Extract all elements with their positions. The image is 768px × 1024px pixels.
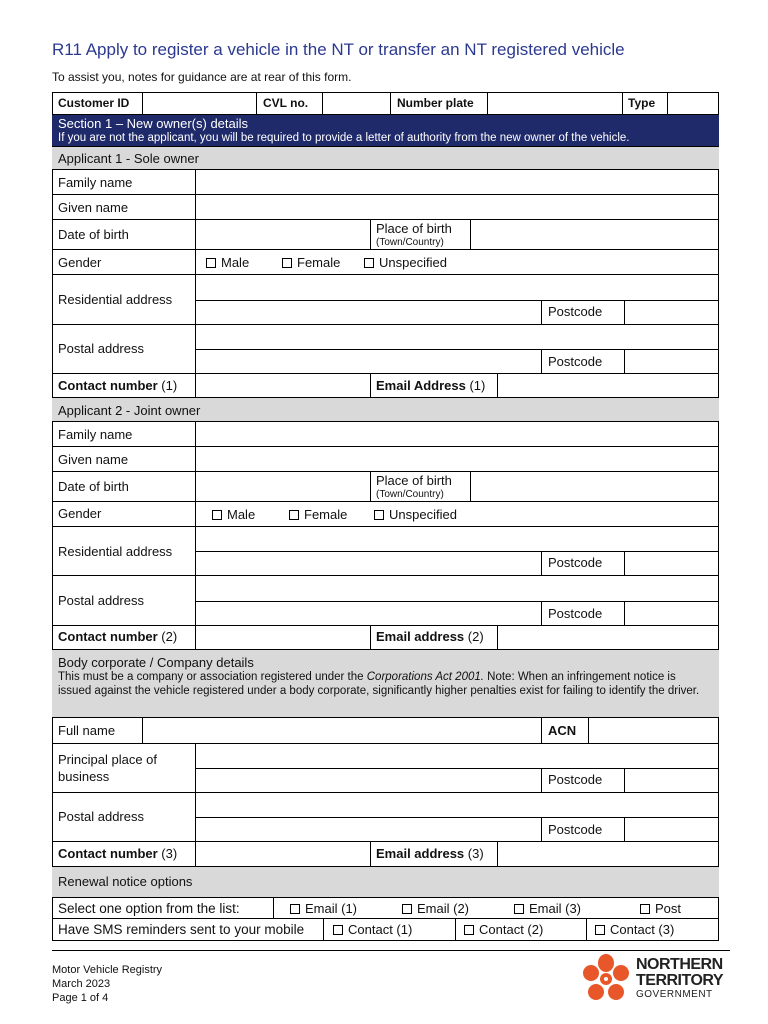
sms-contact1-checkbox[interactable]: Contact (1) (333, 922, 412, 937)
postcode-label: Postcode (548, 772, 603, 787)
top-id-row (52, 92, 719, 115)
renewal-post-checkbox[interactable]: Post (640, 901, 681, 916)
select-option-label: Select one option from the list: (58, 901, 240, 916)
number-plate-label: Number plate (397, 96, 474, 110)
sms-contact2-checkbox[interactable]: Contact (2) (464, 922, 543, 937)
postcode-label: Postcode (548, 354, 603, 369)
contact-number-label: Contact number (3) (58, 846, 178, 861)
sms-contact3-checkbox[interactable]: Contact (3) (595, 922, 674, 937)
residential-address-label: Residential address (58, 544, 173, 559)
female-checkbox[interactable]: Female (282, 255, 340, 270)
company-fullname-row (52, 718, 719, 744)
email-address-label: Email Address (1) (376, 378, 486, 393)
footer-org: Motor Vehicle Registry (52, 964, 163, 976)
company-heading: Body corporate / Company details (58, 655, 254, 670)
applicant1-postal-row (52, 325, 719, 374)
unspecified-checkbox[interactable]: Unspecified (374, 507, 457, 522)
type-label: Type (628, 96, 656, 110)
town-country-label: (Town/Country) (376, 489, 444, 500)
section1-heading: Section 1 – New owner(s) details (58, 116, 249, 131)
place-of-birth-label: Place of birth (376, 221, 452, 236)
principal-place-label: Principal place of business (58, 752, 157, 784)
applicant1-heading: Applicant 1 - Sole owner (58, 151, 199, 166)
contact-number-label: Contact number (2) (58, 629, 178, 644)
applicant2-postal-row (52, 576, 719, 626)
company-note: This must be a company or association registered under the Corporations Act 2001. Note: When an infringement notice is issued against the vehicle registered under a body corporate, significantly higher penalties exist for failing to identify the driver. (58, 671, 700, 697)
nt-government-logo (578, 953, 733, 1005)
dob-label: Date of birth (58, 227, 129, 242)
contact-number-label: Contact number (1) (58, 378, 178, 393)
male-checkbox[interactable]: Male (212, 507, 255, 522)
form-title: R11 Apply to register a vehicle in the NT or transfer an NT registered vehicle (52, 40, 625, 59)
email-address-label: Email address (2) (376, 629, 484, 644)
applicant2-given-row (52, 447, 719, 472)
renewal-email3-checkbox[interactable]: Email (3) (514, 901, 581, 916)
applicant1-family-row (52, 170, 719, 195)
postcode-label: Postcode (548, 555, 603, 570)
footer-date: March 2023 (52, 978, 111, 990)
postal-address-label: Postal address (58, 593, 144, 608)
dob-label: Date of birth (58, 479, 129, 494)
town-country-label: (Town/Country) (376, 237, 444, 248)
family-name-label: Family name (58, 427, 133, 442)
gender-label: Gender (58, 506, 102, 521)
logo-text: NORTHERN TERRITORY GOVERNMENT (636, 956, 724, 1000)
renewal-email1-checkbox[interactable]: Email (1) (290, 901, 357, 916)
gender-label: Gender (58, 255, 102, 270)
customer-id-label: Customer ID (58, 96, 130, 110)
applicant2-heading: Applicant 2 - Joint owner (58, 403, 201, 418)
email-address-label: Email address (3) (376, 846, 484, 861)
company-postal-row (52, 793, 719, 842)
postcode-label: Postcode (548, 304, 603, 319)
postal-address-label: Postal address (58, 341, 144, 356)
male-checkbox[interactable]: Male (206, 255, 249, 270)
postal-address-label: Postal address (58, 809, 144, 824)
renewal-heading: Renewal notice options (58, 874, 193, 889)
acn-label: ACN (548, 723, 577, 738)
unspecified-checkbox[interactable]: Unspecified (364, 255, 447, 270)
footer-page: Page 1 of 4 (52, 992, 109, 1004)
female-checkbox[interactable]: Female (289, 507, 347, 522)
given-name-label: Given name (58, 452, 129, 467)
cvl-no-label: CVL no. (263, 96, 309, 110)
full-name-label: Full name (58, 723, 116, 738)
applicant2-family-row (52, 422, 719, 447)
renewal-email2-checkbox[interactable]: Email (2) (402, 901, 469, 916)
postcode-label: Postcode (548, 822, 603, 837)
residential-address-label: Residential address (58, 292, 173, 307)
given-name-label: Given name (58, 200, 129, 215)
place-of-birth-label: Place of birth (376, 473, 452, 488)
postcode-label: Postcode (548, 606, 603, 621)
family-name-label: Family name (58, 175, 133, 190)
logo-flower-icon (578, 953, 634, 1005)
section1-note: If you are not the applicant, you will be required to provide a letter of authority from the new owner of the vehicle. (58, 132, 630, 144)
applicant1-given-row (52, 195, 719, 220)
form-subtitle: To assist you, notes for guidance are at rear of this form. (52, 70, 352, 84)
sms-label: Have SMS reminders sent to your mobile (58, 922, 305, 937)
